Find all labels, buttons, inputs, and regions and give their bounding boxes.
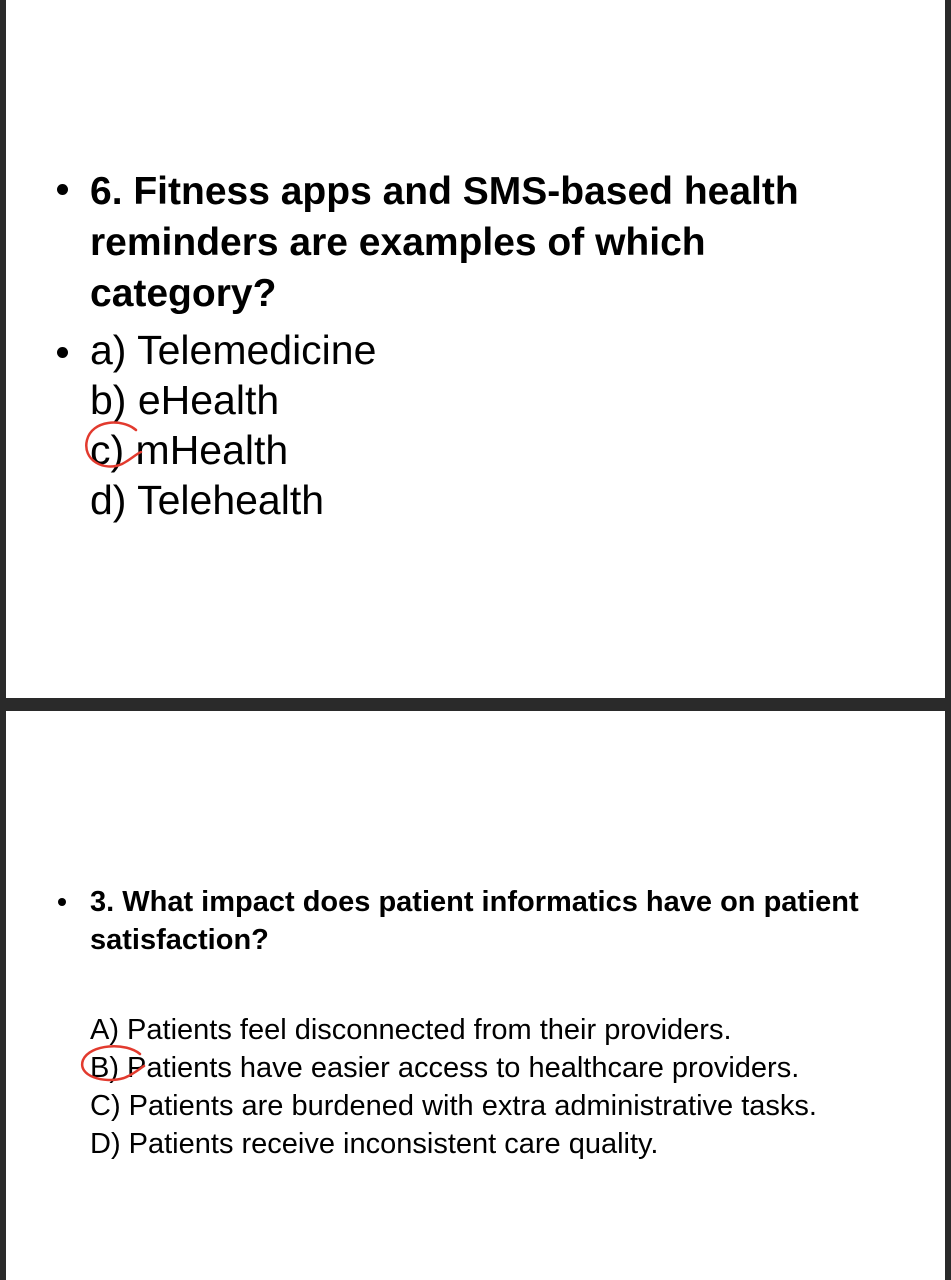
option-C: C) Patients are burdened with extra administrative tasks. [90,1090,817,1122]
option-d: d) Telehealth [90,477,325,523]
question-3-text: 3. What impact does patient informatics have on patient satisfaction? [90,886,859,956]
option-c: c) mHealth [90,427,289,473]
question-6-text: 6. Fitness apps and SMS-based health reminders are examples of which category? [90,170,799,315]
option-B: B) Patients have easier access to healthcare providers. [90,1052,800,1084]
slide-question-3 [6,711,945,1280]
option-b: b) eHealth [90,377,280,423]
bullet-icon [58,898,66,906]
question-3-options [90,1011,817,1163]
option-A: A) Patients feel disconnected from their providers. [90,1014,732,1046]
option-a: a) Telemedicine [90,327,377,373]
bullet-icon [57,347,68,358]
option-D: D) Patients receive inconsistent care quality. [90,1128,659,1160]
bullet-icon [57,184,68,195]
question-6-options [90,325,376,525]
